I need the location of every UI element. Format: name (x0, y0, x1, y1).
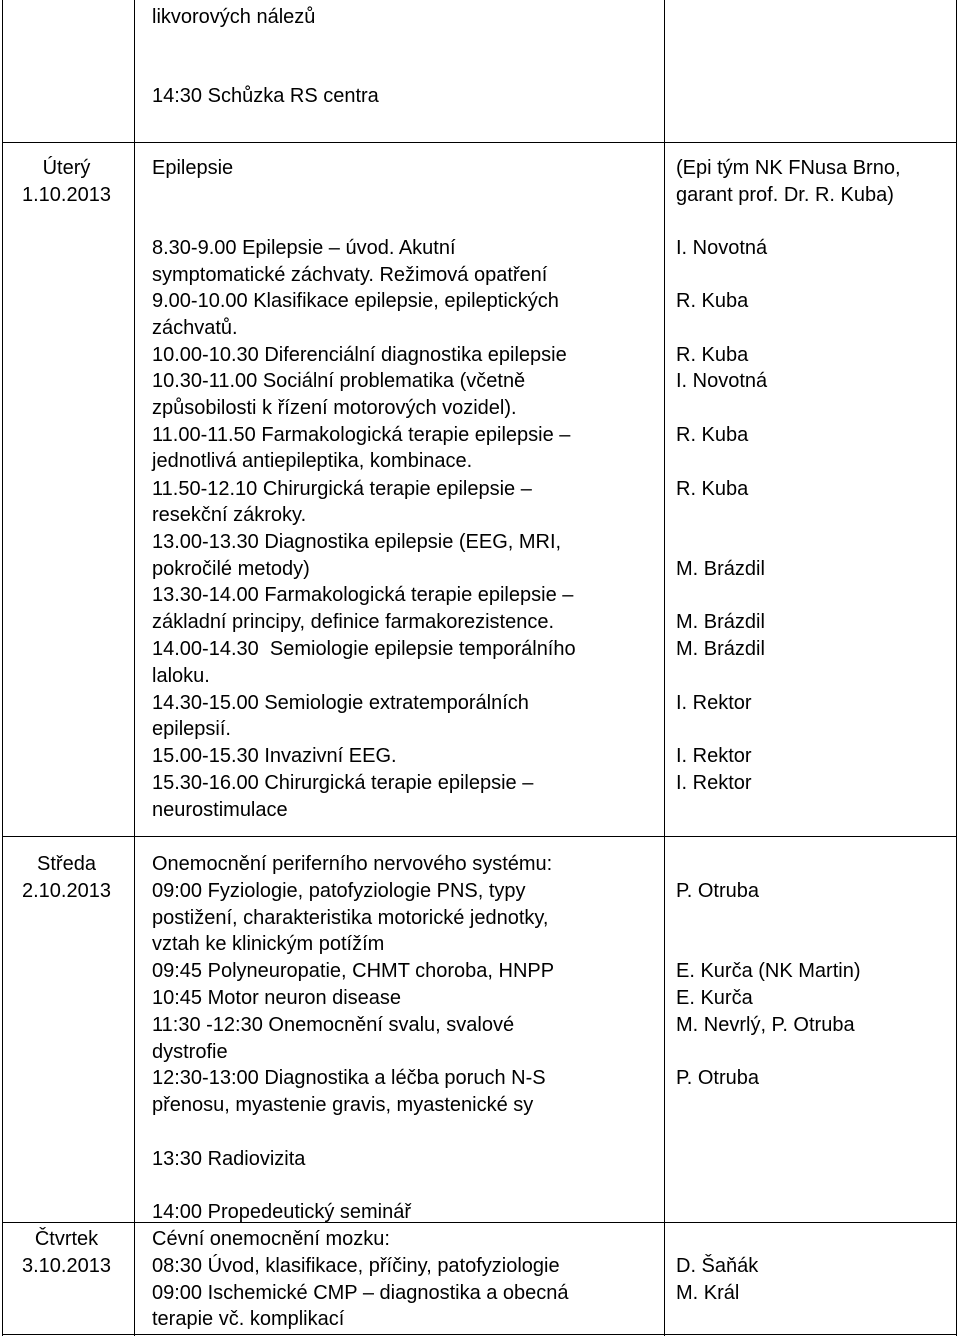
lecture-line: 8.30-9.00 Epilepsie – úvod. Akutní (152, 237, 456, 259)
lecturer-name: P. Otruba (676, 880, 760, 902)
lecture-line: 14:00 Propedeutický seminář (152, 1201, 412, 1223)
lecture-line: postižení, charakteristika motorické jednotky, (152, 907, 549, 929)
lecturer-name: E. Kurča (676, 987, 753, 1009)
continued-text: likvorových nálezů (152, 6, 316, 28)
team-note: garant prof. Dr. R. Kuba) (676, 184, 894, 206)
lecture-line: 15.30-16.00 Chirurgická terapie epilepsie – (152, 772, 534, 794)
lecture-line: záchvatů. (152, 317, 238, 339)
lecture-line: 08:30 Úvod, klasifikace, příčiny, patofyziologie (152, 1255, 560, 1277)
lecture-line: pokročilé metody) (152, 558, 310, 580)
day-label: Středa (37, 853, 96, 875)
lecture-line: 09:00 Ischemické CMP – diagnostika a obecná (152, 1282, 569, 1304)
lecture-line: 09:45 Polyneuropatie, CHMT choroba, HNPP (152, 960, 555, 982)
lecturer-name: M. Král (676, 1282, 740, 1304)
lecturer-name: I. Rektor (676, 772, 752, 794)
lecture-line: 12:30-13:00 Diagnostika a léčba poruch N-S (152, 1067, 546, 1089)
day-label: Čtvrtek (34, 1228, 99, 1250)
lecturer-name: R. Kuba (676, 344, 749, 366)
lecture-line: 13:30 Radiovizita (152, 1148, 306, 1170)
lecturer-name: M. Brázdil (676, 558, 765, 580)
lecturer-name: R. Kuba (676, 290, 749, 312)
lecture-line: 15.00-15.30 Invazivní EEG. (152, 745, 397, 767)
lecturer-name: I. Novotná (676, 237, 768, 259)
lecture-line: neurostimulace (152, 799, 288, 821)
lecturer-name: M. Brázdil (676, 611, 765, 633)
lecturer-name: I. Novotná (676, 370, 768, 392)
team-note: (Epi tým NK FNusa Brno, (676, 157, 901, 179)
lecture-line: základní principy, definice farmakorezistence. (152, 611, 555, 633)
lecture-line: epilepsií. (152, 718, 231, 740)
lecture-line: laloku. (152, 665, 210, 687)
lecturer-name: M. Brázdil (676, 638, 765, 660)
table-border-bottom (2, 1334, 957, 1335)
lecture-line: resekční zákroky. (152, 504, 307, 526)
lecturer-name: D. Šaňák (676, 1255, 759, 1277)
day-label: Úterý (42, 157, 91, 179)
table-border-right (956, 0, 957, 1336)
lecturer-name: R. Kuba (676, 478, 749, 500)
row-divider-thursday (2, 1222, 957, 1223)
lecture-line: 10:45 Motor neuron disease (152, 987, 402, 1009)
lecturer-name: M. Nevrlý, P. Otruba (676, 1014, 855, 1036)
lecture-line: symptomatické záchvaty. Režimová opatření (152, 264, 548, 286)
table-border-left (2, 0, 3, 1336)
date-label: 3.10.2013 (22, 1255, 111, 1277)
lecture-line: jednotlivá antiepileptika, kombinace. (152, 450, 473, 472)
lecture-line: 11.50-12.10 Chirurgická terapie epilepsie – (152, 478, 532, 500)
meeting-text: 14:30 Schůzka RS centra (152, 85, 379, 107)
topic-title: Epilepsie (152, 157, 234, 179)
table-border-col1 (134, 0, 135, 1336)
lecturer-name: E. Kurča (NK Martin) (676, 960, 861, 982)
lecturer-name: I. Rektor (676, 692, 752, 714)
lecture-line: 13.00-13.30 Diagnostika epilepsie (EEG, MRI, (152, 531, 562, 553)
lecture-line: 11:30 -12:30 Onemocnění svalu, svalové (152, 1014, 515, 1036)
lecture-line: vztah ke klinickým potížím (152, 933, 385, 955)
lecture-line: způsobilosti k řízení motorových vozidel). (152, 397, 517, 419)
lecture-line: terapie vč. komplikací (152, 1308, 345, 1330)
lecturer-name: R. Kuba (676, 424, 749, 446)
row-divider-tuesday (2, 142, 957, 143)
date-label: 2.10.2013 (22, 880, 111, 902)
lecturer-name: I. Rektor (676, 745, 752, 767)
lecturer-name: P. Otruba (676, 1067, 760, 1089)
lecture-line: 13.30-14.00 Farmakologická terapie epilepsie – (152, 584, 574, 606)
lecture-line: přenosu, myastenie gravis, myastenické sy (152, 1094, 534, 1116)
table-border-col2 (664, 0, 665, 1336)
lecture-line: 14.00-14.30 Semiologie epilepsie temporálního (152, 638, 576, 660)
lecture-line: 10.30-11.00 Sociální problematika (včetně (152, 370, 526, 392)
lecture-line: dystrofie (152, 1041, 228, 1063)
date-label: 1.10.2013 (22, 184, 111, 206)
topic-title: Onemocnění periferního nervového systému: (152, 853, 553, 875)
lecture-line: 10.00-10.30 Diferenciální diagnostika epilepsie (152, 344, 567, 366)
lecture-line: 9.00-10.00 Klasifikace epilepsie, epileptických (152, 290, 559, 312)
lecture-line: 14.30-15.00 Semiologie extratemporálních (152, 692, 529, 714)
lecture-line: 11.00-11.50 Farmakologická terapie epilepsie – (152, 424, 571, 446)
lecture-line: 09:00 Fyziologie, patofyziologie PNS, typy (152, 880, 526, 902)
row-divider-wednesday (2, 836, 957, 837)
topic-title: Cévní onemocnění mozku: (152, 1228, 390, 1250)
